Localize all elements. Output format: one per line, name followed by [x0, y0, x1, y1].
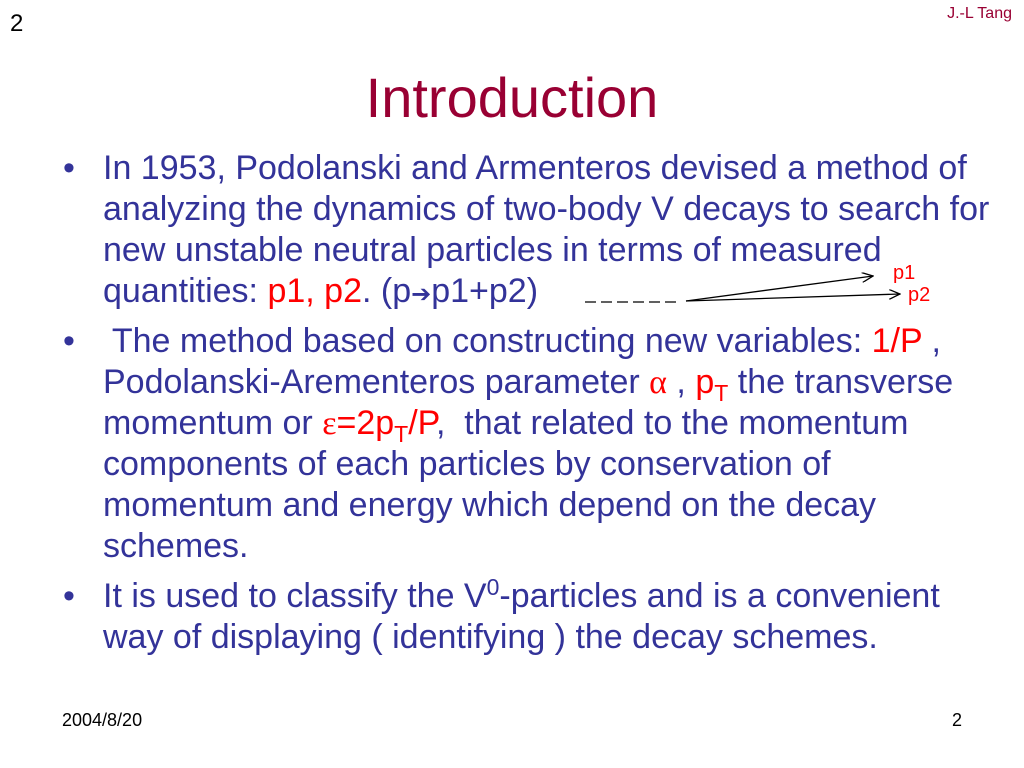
line-text: components of each particles by conservation of — [103, 445, 831, 483]
variable-epsilon-formula: /P — [408, 404, 436, 442]
diagram-label-p1: p1 — [893, 262, 916, 284]
bullet-point-1 — [63, 148, 990, 312]
bullet-line — [103, 444, 953, 485]
variable-alpha: α — [649, 364, 667, 401]
bullet-marker: • — [63, 322, 75, 360]
line-text: In 1953, Podolanski and Armenteros devised a method of — [103, 149, 967, 187]
bullet-line — [103, 189, 989, 230]
line-text: The method based on constructing new variables: — [103, 322, 872, 360]
diagram-label-p2: p2 — [908, 284, 931, 306]
bullet-point-3 — [63, 574, 940, 658]
bullet-line — [103, 526, 953, 567]
author-name: J.-L Tang — [947, 5, 1012, 22]
variable-epsilon: ε — [322, 405, 337, 442]
variable-epsilon-subscript: T — [394, 421, 409, 447]
variable-inverse-p: 1/P — [871, 322, 923, 360]
line-text: schemes. — [103, 527, 249, 565]
bullet-line — [103, 362, 954, 406]
variable-pt-subscript: T — [714, 380, 729, 406]
bullet-line — [103, 576, 940, 617]
line-text: quantities: — [103, 272, 268, 310]
footer-date: 2004/8/20 — [62, 710, 143, 730]
line-text: momentum and energy which depend on the decay — [103, 486, 877, 524]
variable-epsilon-formula: =2p — [336, 404, 395, 442]
bullet-line — [103, 321, 953, 362]
line-text: Podolanski-Arementeros parameter — [103, 363, 650, 401]
bullet-line — [103, 230, 989, 271]
v0-superscript: 0 — [486, 574, 500, 600]
line-text: new unstable neutral particles in terms of measured — [103, 231, 882, 269]
bullet-marker: • — [63, 149, 75, 187]
footer-page-number: 2 — [952, 710, 963, 730]
line-text: momentum or — [103, 404, 323, 442]
line-text: , that related to the momentum — [435, 404, 909, 442]
bullet-line — [103, 403, 953, 447]
momentum-terms: p1, p2 — [267, 272, 362, 310]
line-text: , — [666, 363, 696, 401]
slide-title: Introduction — [365, 66, 659, 129]
line-text: p1+p2) — [431, 272, 539, 310]
bullet-line — [103, 148, 989, 189]
slide-corner-number: 2 — [10, 10, 24, 37]
line-text: , — [922, 322, 941, 360]
right-arrow-icon: ➔ — [411, 280, 432, 308]
bullet-point-2 — [63, 321, 954, 567]
line-text: the transverse — [728, 363, 954, 401]
bullet-line — [103, 271, 989, 312]
bullet-line — [103, 485, 953, 526]
line-text: -particles and is a convenient — [499, 577, 940, 615]
line-text: way of displaying ( identifying ) the decay schemes. — [103, 618, 878, 656]
line-text: . (p — [361, 272, 412, 310]
bullet-marker: • — [63, 577, 75, 615]
line-text: It is used to classify the V — [103, 577, 487, 615]
bullet-line — [103, 617, 940, 658]
line-text: analyzing the dynamics of two-body V decays to search for — [103, 190, 990, 228]
variable-pt: p — [695, 363, 715, 401]
